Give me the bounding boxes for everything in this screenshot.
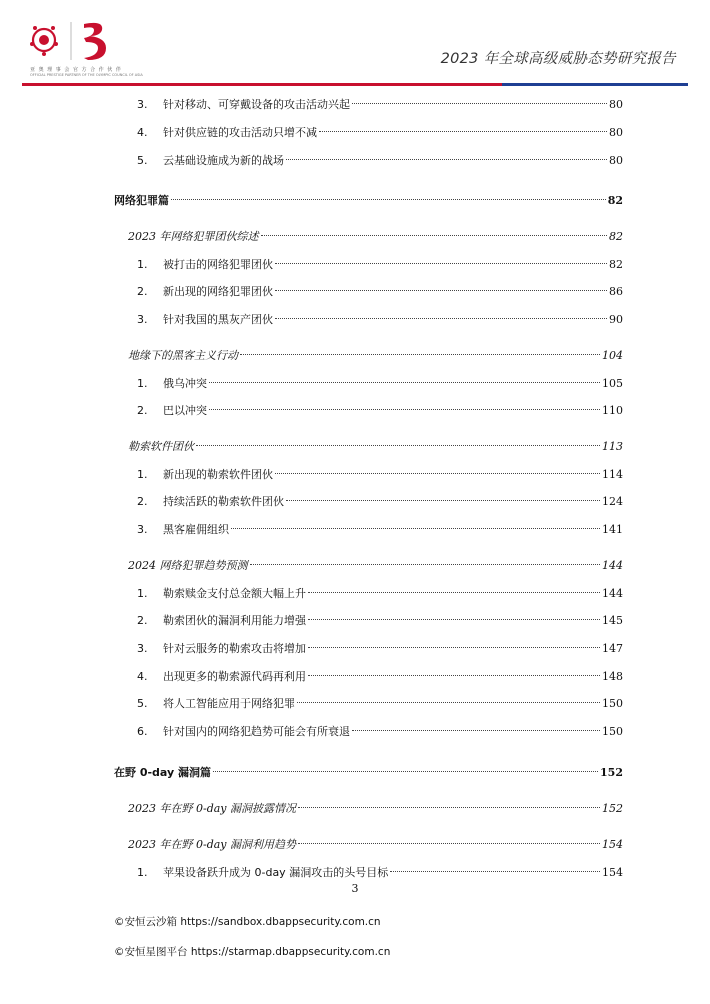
toc-dot-leader: [352, 103, 607, 104]
toc-entry-label: 地缘下的黑客主义行动: [128, 349, 238, 362]
toc-entry-label: 黑客雇佣组织: [163, 523, 229, 536]
toc-dot-leader: [298, 843, 600, 844]
toc-dot-leader: [308, 592, 600, 593]
toc-entry[interactable]: [137, 521, 623, 539]
toc-entry-page: 152: [600, 766, 623, 779]
toc-entry-number: 4.: [137, 126, 148, 139]
toc-entry-page: 144: [602, 559, 623, 572]
toc-entry-label: 针对云服务的勒索攻击将增加: [163, 642, 306, 655]
toc-entry-number: 1.: [137, 377, 148, 390]
toc-entry[interactable]: [137, 585, 623, 603]
toc-entry[interactable]: [137, 96, 623, 114]
toc-entry-page: 148: [602, 670, 623, 683]
toc-entry-label: 针对供应链的攻击活动只增不减: [163, 126, 317, 139]
toc-dot-leader: [171, 199, 606, 200]
toc-dot-leader: [275, 290, 607, 291]
toc-dot-leader: [308, 619, 600, 620]
toc-entry-number: 4.: [137, 670, 148, 683]
toc-entry-page: 124: [602, 495, 623, 508]
toc-entry-page: 82: [609, 230, 623, 243]
toc-entry-label: 云基础设施成为新的战场: [163, 154, 284, 167]
toc-entry[interactable]: [137, 402, 623, 420]
toc-entry[interactable]: [137, 695, 623, 713]
toc-entry-number: 2.: [137, 495, 148, 508]
toc-entry[interactable]: [137, 152, 623, 170]
toc-entry[interactable]: [128, 800, 623, 818]
logo-subtitle-en: OFFICIAL PRESTIGE PARTNER OF THE OLYMPIC COUNCIL OF ASIA: [30, 73, 143, 77]
toc-dot-leader: [298, 807, 600, 808]
toc-entry-number: 2.: [137, 285, 148, 298]
toc-dot-leader: [319, 131, 607, 132]
toc-entry-number: 1.: [137, 866, 148, 879]
toc-entry[interactable]: [128, 557, 623, 575]
toc-entry-number: 1.: [137, 258, 148, 271]
toc-entry[interactable]: [137, 668, 623, 686]
toc-entry-number: 3.: [137, 98, 148, 111]
toc-dot-leader: [209, 382, 600, 383]
toc-dot-leader: [286, 159, 607, 160]
footer-starmap-link[interactable]: ©安恒星图平台 https://starmap.dbappsecurity.com.cn: [114, 946, 391, 958]
toc-entry-label: 2023 年在野 0-day 漏洞披露情况: [128, 802, 297, 815]
toc-dot-leader: [352, 730, 600, 731]
toc-entry[interactable]: [128, 347, 623, 365]
toc-dot-leader: [209, 409, 600, 410]
toc-entry-number: 6.: [137, 725, 148, 738]
toc-entry-label: 网络犯罪篇: [114, 194, 169, 207]
toc-entry-page: 114: [602, 468, 623, 481]
toc-entry[interactable]: [137, 256, 623, 274]
toc-entry-page: 144: [602, 587, 623, 600]
toc-entry[interactable]: [137, 124, 623, 142]
toc-entry-number: 3.: [137, 642, 148, 655]
toc-entry-label: 2024 网络犯罪趋势预测: [128, 559, 248, 572]
toc-entry[interactable]: [137, 493, 623, 511]
toc-entry-label: 被打击的网络犯罪团伙: [163, 258, 273, 271]
toc-entry[interactable]: [114, 192, 623, 210]
toc-entry-label: 将人工智能应用于网络犯罪: [163, 697, 295, 710]
toc-entry[interactable]: [137, 311, 623, 329]
toc-entry-page: 80: [609, 126, 623, 139]
toc-entry-label: 勒索软件团伙: [128, 440, 194, 453]
toc-entry-page: 154: [602, 838, 623, 851]
toc-dot-leader: [250, 564, 601, 565]
toc-dot-leader: [240, 354, 600, 355]
toc-entry-page: 82: [609, 258, 623, 271]
toc-entry-page: 86: [609, 285, 623, 298]
toc-entry-label: 新出现的勒索软件团伙: [163, 468, 273, 481]
toc-entry-number: 5.: [137, 697, 148, 710]
toc-entry-page: 154: [602, 866, 623, 879]
toc-entry-number: 2.: [137, 404, 148, 417]
toc-entry-number: 1.: [137, 587, 148, 600]
toc-dot-leader: [297, 702, 600, 703]
header-rule-red: [22, 83, 502, 86]
toc-entry[interactable]: [137, 723, 623, 741]
toc-entry[interactable]: [137, 612, 623, 630]
toc-entry[interactable]: [137, 864, 623, 882]
toc-dot-leader: [275, 263, 607, 264]
toc-dot-leader: [196, 445, 600, 446]
toc-dot-leader: [231, 528, 600, 529]
toc-entry-page: 150: [602, 725, 623, 738]
toc-dot-leader: [286, 500, 600, 501]
toc-entry-number: 1.: [137, 468, 148, 481]
toc-entry-page: 104: [602, 349, 623, 362]
toc-entry-page: 145: [602, 614, 623, 627]
page-number: 3: [351, 882, 359, 895]
toc-entry-page: 147: [602, 642, 623, 655]
toc-entry-label: 针对我国的黑灰产团伙: [163, 313, 273, 326]
document-title: 2023 年全球高级威胁态势研究报告: [440, 51, 676, 67]
toc-entry[interactable]: [137, 640, 623, 658]
toc-dot-leader: [261, 235, 608, 236]
toc-entry-label: 出现更多的勒索源代码再利用: [163, 670, 306, 683]
logo-subtitle-cn: 亚 奥 理 事 会 官 方 合 作 伙 伴: [30, 67, 122, 73]
toc-entry[interactable]: [137, 466, 623, 484]
toc-entry-page: 80: [609, 154, 623, 167]
toc-entry-label: 巴以冲突: [163, 404, 207, 417]
toc-entry[interactable]: [128, 228, 623, 246]
toc-entry-page: 110: [602, 404, 623, 417]
toc-entry[interactable]: [114, 764, 623, 782]
toc-entry-label: 在野 0-day 漏洞篇: [114, 766, 212, 779]
toc-entry-label: 新出现的网络犯罪团伙: [163, 285, 273, 298]
toc-entry-page: 152: [602, 802, 623, 815]
toc-entry-number: 2.: [137, 614, 148, 627]
toc-dot-leader: [390, 871, 600, 872]
toc-entry-page: 82: [607, 194, 623, 207]
toc-entry-number: 5.: [137, 154, 148, 167]
toc-entry-number: 3.: [137, 313, 148, 326]
toc-entry-page: 113: [602, 440, 623, 453]
toc-entry-label: 俄乌冲突: [163, 377, 207, 390]
toc-entry-label: 勒索赎金支付总金额大幅上升: [163, 587, 306, 600]
toc-dot-leader: [275, 473, 600, 474]
toc-entry[interactable]: [128, 836, 623, 854]
toc-entry-page: 141: [602, 523, 623, 536]
toc-entry-label: 针对移动、可穿戴设备的攻击活动兴起: [163, 98, 350, 111]
toc-entry-label: 2023 年网络犯罪团伙综述: [128, 230, 259, 243]
toc-dot-leader: [308, 647, 600, 648]
toc-entry-number: 3.: [137, 523, 148, 536]
toc-entry-label: 针对国内的网络犯趋势可能会有所衰退: [163, 725, 350, 738]
toc-dot-leader: [213, 771, 598, 772]
toc-entry-page: 80: [609, 98, 623, 111]
toc-dot-leader: [308, 675, 600, 676]
toc-entry-label: 苹果设备跃升成为 0-day 漏洞攻击的头号目标: [163, 866, 389, 879]
toc-entry[interactable]: [137, 375, 623, 393]
toc-dot-leader: [275, 318, 607, 319]
page-header: [0, 0, 710, 90]
toc-entry-label: 持续活跃的勒索软件团伙: [163, 495, 284, 508]
toc-entry-label: 2023 年在野 0-day 漏洞利用趋势: [128, 838, 297, 851]
toc-entry-page: 90: [609, 313, 623, 326]
toc-entry[interactable]: [137, 283, 623, 301]
toc-entry-page: 105: [602, 377, 623, 390]
footer-sandbox-link[interactable]: ©安恒云沙箱 https://sandbox.dbappsecurity.com.cn: [114, 916, 381, 928]
header-rule-blue: [502, 83, 688, 86]
toc-entry[interactable]: [128, 438, 623, 456]
toc-entry-label: 勒索团伙的漏洞利用能力增强: [163, 614, 306, 627]
toc-entry-page: 150: [602, 697, 623, 710]
